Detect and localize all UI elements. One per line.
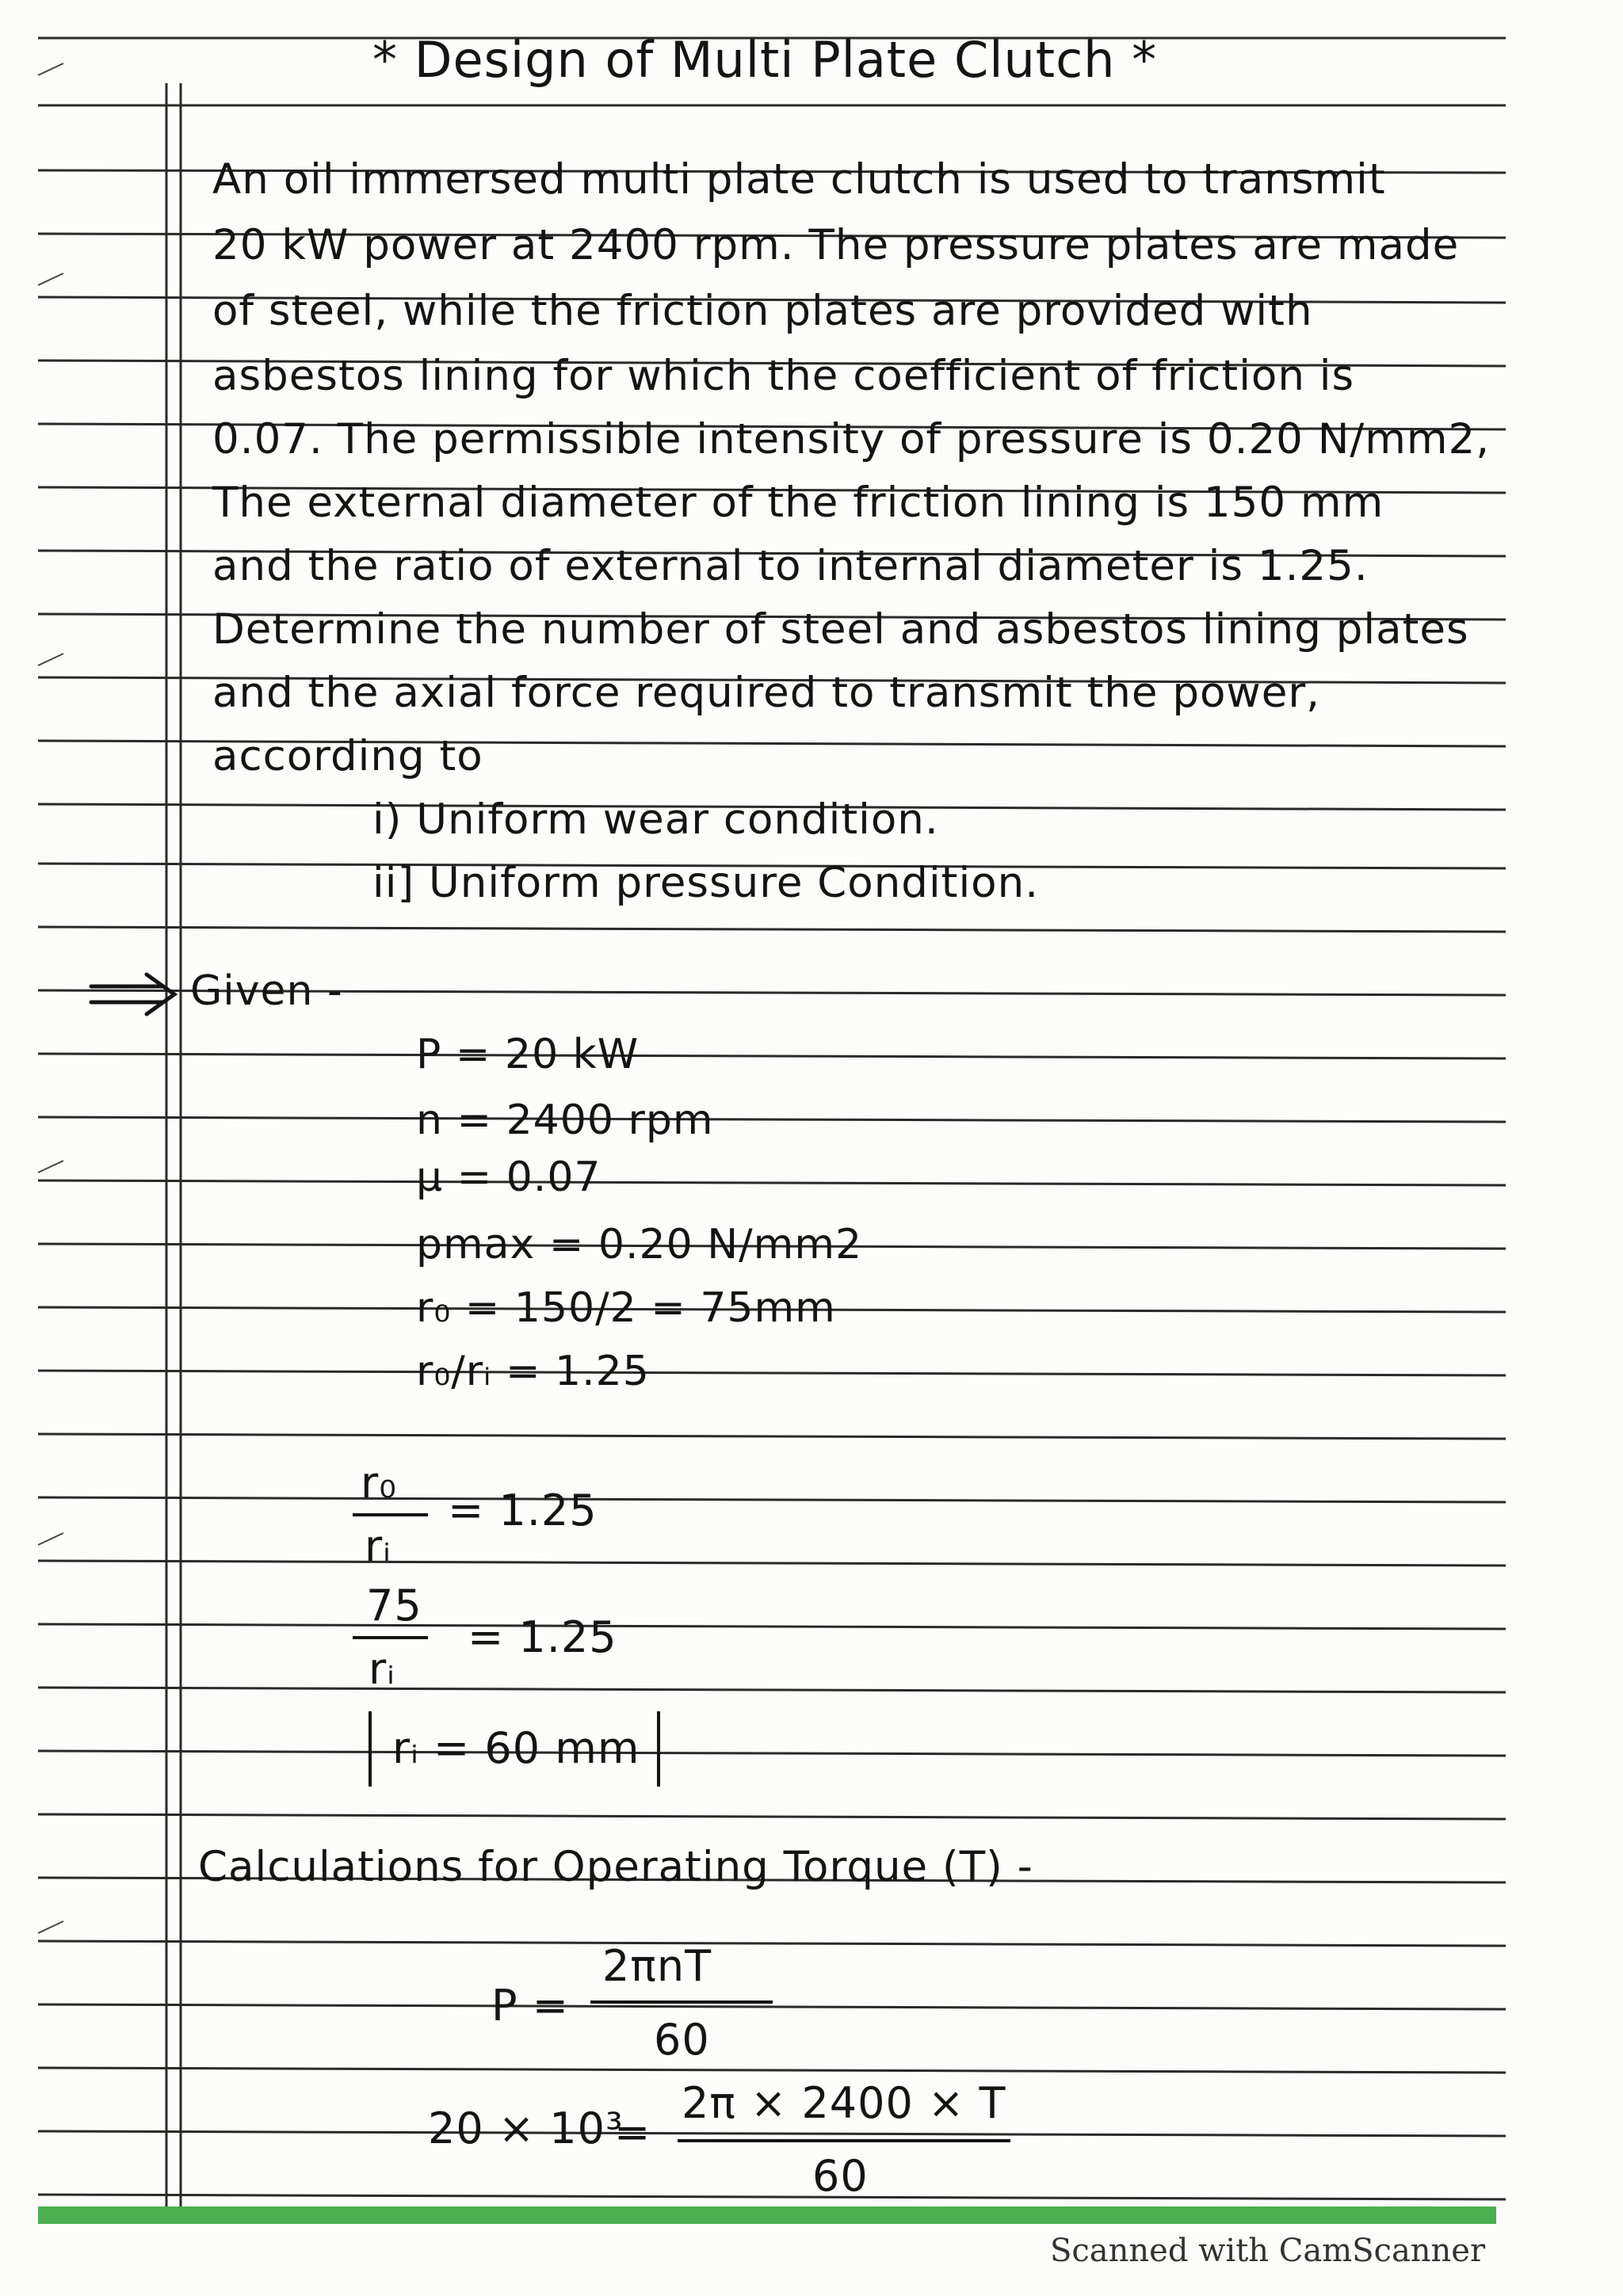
given-item: r₀/rᵢ = 1.25 (416, 1348, 650, 1395)
implies-arrow-icon (87, 971, 182, 1018)
result-value: rᵢ = 60 mm (392, 1723, 640, 1773)
frac2-bar (353, 1636, 428, 1639)
eq2-lhs: 20 × 10³ (428, 2103, 624, 2153)
torque-heading: Calculations for Operating Torque (T) - (198, 1843, 1033, 1891)
page-title: * Design of Multi Plate Clutch * (372, 31, 1158, 89)
eq2-equals: = (614, 2107, 651, 2157)
eq2-denominator: 60 (812, 2151, 869, 2201)
problem-line: The external diameter of the friction lining is 150 mm (212, 479, 1384, 527)
frac2-denominator: rᵢ (369, 1644, 395, 1694)
condition-item: ii] Uniform pressure Condition. (372, 859, 1040, 907)
eq1-bar (590, 2000, 773, 2004)
problem-line: 20 kW power at 2400 rpm. The pressure plates are made (212, 221, 1460, 269)
frac1-bar (353, 1513, 428, 1516)
problem-line: asbestos lining for which the coefficient of friction is (212, 352, 1355, 400)
problem-line: according to (212, 732, 483, 780)
problem-line: Determine the number of steel and asbestos lining plates (212, 605, 1469, 654)
eq2-numerator: 2π × 2400 × T (682, 2078, 1006, 2128)
problem-line: 0.07. The permissible intensity of pressure is 0.20 N/mm2, (212, 415, 1491, 463)
given-item: r₀ = 150/2 = 75mm (416, 1284, 836, 1332)
eq2-bar (678, 2139, 1010, 2142)
problem-line: of steel, while the friction plates are provided with (212, 287, 1313, 335)
given-item: pmax = 0.20 N/mm2 (416, 1221, 863, 1268)
frac1-rhs: = 1.25 (448, 1486, 598, 1535)
given-heading: Given - (190, 967, 343, 1015)
problem-line: and the axial force required to transmit the power, (212, 669, 1320, 717)
frac1-denominator: rᵢ (365, 1521, 391, 1571)
eq1-lhs: P = (491, 1981, 569, 2031)
scan-edge-strip (38, 2206, 1496, 2224)
problem-line: and the ratio of external to internal diameter is 1.25. (212, 542, 1369, 590)
given-item: n = 2400 rpm (416, 1097, 714, 1144)
scanner-watermark: Scanned with CamScanner (1050, 2233, 1486, 2269)
given-item: μ = 0.07 (416, 1154, 601, 1201)
condition-item: i) Uniform wear condition. (372, 795, 939, 844)
eq1-denominator: 60 (654, 2015, 710, 2065)
given-item: P = 20 kW (416, 1031, 640, 1078)
problem-line: An oil immersed multi plate clutch is used to transmit (212, 155, 1386, 204)
eq1-numerator: 2πnT (602, 1941, 712, 1991)
frac2-numerator: 75 (366, 1581, 422, 1630)
frac2-rhs: = 1.25 (468, 1612, 617, 1662)
frac1-numerator: r₀ (361, 1458, 397, 1508)
